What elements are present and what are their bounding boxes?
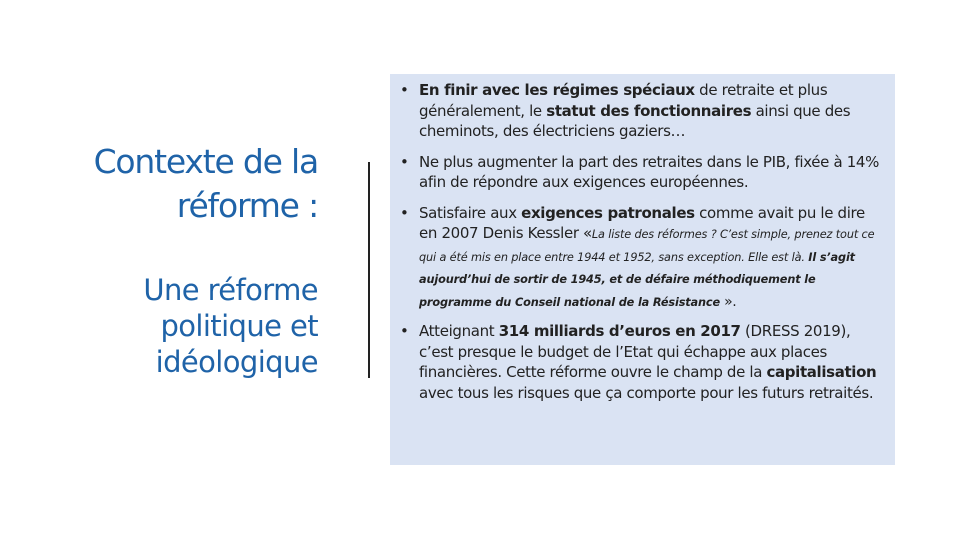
bullet-text: Ne plus augmenter la part des retraites dans le PIB, fixée à 14% afin de répondre aux exigences européennes. (419, 152, 880, 191)
bullet-text: Satisfaire aux (419, 203, 522, 222)
bullet-text: Atteignant (419, 322, 499, 340)
bullet-text: (DRESS 2019), c’est presque le budget de l’Etat qui échappe aux places financières. Cette réforme ouvre le champ de la (419, 322, 851, 381)
quote-text-bold: Il s’agit aujourd’hui de sortir de 1945, et de défaire méthodiquement le programme du Conseil national de la Résistance (419, 250, 855, 309)
quote-close: ». (719, 293, 737, 310)
slide-subtitle (40, 272, 318, 380)
bullet-icon: • (400, 322, 409, 340)
bullet-item-capitalisation (390, 321, 895, 403)
bullet-list (390, 80, 895, 403)
bullet-text: ainsi que des cheminots, des électriciens gaziers… (419, 101, 851, 140)
bullet-text-bold: statut des fonctionnaires (546, 101, 752, 120)
bullet-text: comme avait pu le dire en 2007 Denis Kessler « (419, 203, 865, 242)
bullet-item-patronat (390, 203, 895, 314)
bullet-icon: • (400, 81, 409, 99)
content-panel (390, 74, 895, 465)
subtitle-line: politique et (160, 309, 318, 343)
subtitle-line: Une réforme (143, 273, 318, 307)
title-line: Contexte de la (93, 142, 318, 181)
quote-text: La liste des réformes ? C’est simple, prenez tout ce qui a été mis en place entre 1944 et 1952, sans exception. Elle est là. (419, 228, 875, 264)
title-line: réforme : (176, 186, 318, 225)
bullet-icon: • (400, 203, 409, 222)
subtitle-line: idéologique (155, 345, 318, 379)
bullet-text: de retraite et plus généralement, le (419, 81, 828, 120)
bullet-text: avec tous les risques que ça comporte pour les futurs retraités. (419, 383, 874, 402)
bullet-text-bold: exigences patronales (521, 203, 695, 222)
bullet-item-pib (390, 152, 895, 193)
bullet-text-bold: capitalisation (766, 363, 877, 381)
vertical-divider (368, 162, 370, 378)
bullet-text-bold: En finir avec les régimes spéciaux (419, 81, 695, 99)
bullet-icon: • (400, 152, 409, 171)
bullet-text-bold: 314 milliards d’euros en 2017 (498, 322, 741, 340)
bullet-item-regimes (390, 80, 895, 142)
slide-title (40, 140, 318, 228)
